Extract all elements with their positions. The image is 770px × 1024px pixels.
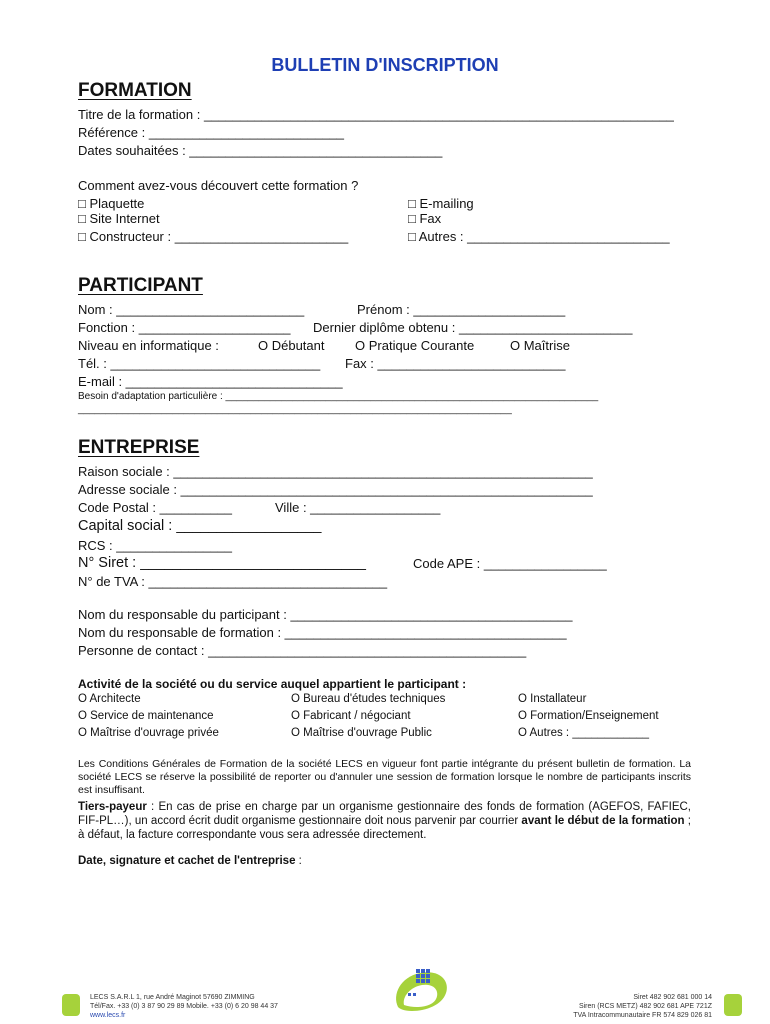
diplome-field[interactable]: Dernier diplôme obtenu : ________________________	[313, 320, 633, 335]
tiers-payeur-paragraph	[78, 800, 691, 842]
tiers-payeur-bold: avant le début de la formation	[521, 815, 685, 827]
activite-heading: Activité de la société ou du service auquel appartient le participant :	[78, 677, 467, 691]
ville-field[interactable]: Ville : __________________	[275, 500, 441, 515]
checkbox-constructeur[interactable]: □ Constructeur : ________________________	[78, 229, 349, 244]
tiers-payeur-text: : En cas de prise en charge par un organisme gestionnaire des fonds de formation (AGEFOS, FAFIEC, FIF-PL…), un accord écrit dudit organisme gestionnaire doit nous parvenir par courrier	[78, 801, 691, 827]
checkbox-emailing[interactable]: □ E-mailing	[408, 196, 474, 211]
discovery-question: Comment avez-vous découvert cette formation ?	[78, 178, 359, 193]
code-postal-field[interactable]: Code Postal : __________	[78, 500, 232, 515]
capital-social-field[interactable]: Capital social : __________________	[78, 518, 322, 534]
footer-website[interactable]: www.lecs.fr	[90, 1012, 126, 1019]
signature-line	[78, 855, 302, 867]
footer-green-tab-right	[724, 994, 742, 1016]
resp-formation-field[interactable]: Nom du responsable de formation : _______________________________________	[78, 625, 567, 640]
rcs-field[interactable]: RCS : ________________	[78, 538, 232, 553]
signature-colon: :	[295, 855, 302, 867]
radio-autres-activite[interactable]: O Autres : ____________	[518, 727, 650, 739]
siret-field[interactable]: N° Siret : ____________________________	[78, 555, 366, 571]
radio-maitrise-privee[interactable]: O Maîtrise d'ouvrage privée	[78, 727, 219, 739]
radio-service-maintenance[interactable]: O Service de maintenance	[78, 710, 214, 722]
section-formation-heading: FORMATION	[78, 80, 192, 101]
contact-field[interactable]: Personne de contact : ____________________________________________	[78, 643, 527, 658]
footer-address	[90, 993, 278, 1020]
resp-participant-field[interactable]: Nom du responsable du participant : _______________________________________	[78, 607, 573, 622]
footer-legal	[573, 993, 712, 1020]
checkbox-plaquette[interactable]: □ Plaquette	[78, 196, 145, 211]
footer-address-line-2: Tél/Fax. +33 (0) 3 87 90 29 89 Mobile. +33 (0) 6 20 98 44 37	[90, 1003, 278, 1010]
section-participant-heading: PARTICIPANT	[78, 275, 203, 296]
fonction-field[interactable]: Fonction : _____________________	[78, 320, 291, 335]
signature-label: Date, signature et cachet de l'entreprise	[78, 855, 296, 867]
formation-title-field[interactable]: Titre de la formation : _________________________________________________________________	[78, 107, 674, 122]
email-field[interactable]: E-mail : ______________________________	[78, 374, 343, 389]
code-ape-field[interactable]: Code APE : _________________	[413, 556, 607, 571]
tiers-payeur-end: ; à défaut, la facture correspondante vous sera adressée directement.	[78, 815, 691, 841]
radio-maitrise[interactable]: O Maîtrise	[510, 338, 570, 353]
radio-fabricant[interactable]: O Fabricant / négociant	[291, 710, 411, 722]
prenom-field[interactable]: Prénom : _____________________	[357, 302, 566, 317]
lecs-logo-icon	[390, 965, 452, 1015]
checkbox-fax[interactable]: □ Fax	[408, 211, 442, 226]
niveau-label: Niveau en informatique :	[78, 338, 219, 353]
conditions-paragraph: Les Conditions Générales de Formation de la société LECS en vigueur font partie intégrante du présent bulletin de formation. La société LECS se réserve la possibilité de reporter ou d'annuler une session de formation lorsque le nombre de participants inscrits est insuffisant.	[78, 758, 691, 796]
dates-field[interactable]: Dates souhaitées : ___________________________________	[78, 143, 443, 158]
footer-address-line-1: LECS S.A.R.L 1, rue André Maginot 57690 ZIMMING	[90, 994, 255, 1001]
tiers-payeur-label: Tiers-payeur	[78, 801, 147, 813]
footer-green-tab-left	[62, 994, 80, 1016]
footer-tva: TVA Intracommunautaire FR 574 829 026 81	[573, 1012, 712, 1019]
radio-installateur[interactable]: O Installateur	[518, 693, 587, 705]
fax-field[interactable]: Fax : __________________________	[345, 356, 566, 371]
section-entreprise-heading: ENTREPRISE	[78, 437, 200, 458]
radio-formation-enseignement[interactable]: O Formation/Enseignement	[518, 710, 659, 722]
reference-field[interactable]: Référence : ___________________________	[78, 125, 345, 140]
tva-field[interactable]: N° de TVA : _________________________________	[78, 574, 388, 589]
besoin-extra-line[interactable]: ______________________________________________________________________________	[78, 404, 512, 415]
raison-sociale-field[interactable]: Raison sociale : __________________________________________________________	[78, 464, 593, 479]
radio-maitrise-public[interactable]: O Maîtrise d'ouvrage Public	[291, 727, 432, 739]
radio-debutant[interactable]: O Débutant	[258, 338, 325, 353]
footer-siret: Siret 482 902 681 000 14	[633, 994, 712, 1001]
besoin-field[interactable]: Besoin d'adaptation particulière : ___________________________________________________________________	[78, 391, 599, 402]
checkbox-autres[interactable]: □ Autres : ____________________________	[408, 229, 670, 244]
radio-pratique-courante[interactable]: O Pratique Courante	[355, 338, 475, 353]
radio-bureau-etudes[interactable]: O Bureau d'études techniques	[291, 693, 446, 705]
page-title: BULLETIN D'INSCRIPTION	[271, 55, 499, 75]
adresse-sociale-field[interactable]: Adresse sociale : _________________________________________________________	[78, 482, 593, 497]
tel-field[interactable]: Tél. : _____________________________	[78, 356, 321, 371]
footer-siren: Siren (RCS METZ) 482 902 681 APE 721Z	[578, 1003, 712, 1010]
nom-field[interactable]: Nom : __________________________	[78, 302, 305, 317]
checkbox-site-internet[interactable]: □ Site Internet	[78, 211, 160, 226]
radio-architecte[interactable]: O Architecte	[78, 693, 141, 705]
